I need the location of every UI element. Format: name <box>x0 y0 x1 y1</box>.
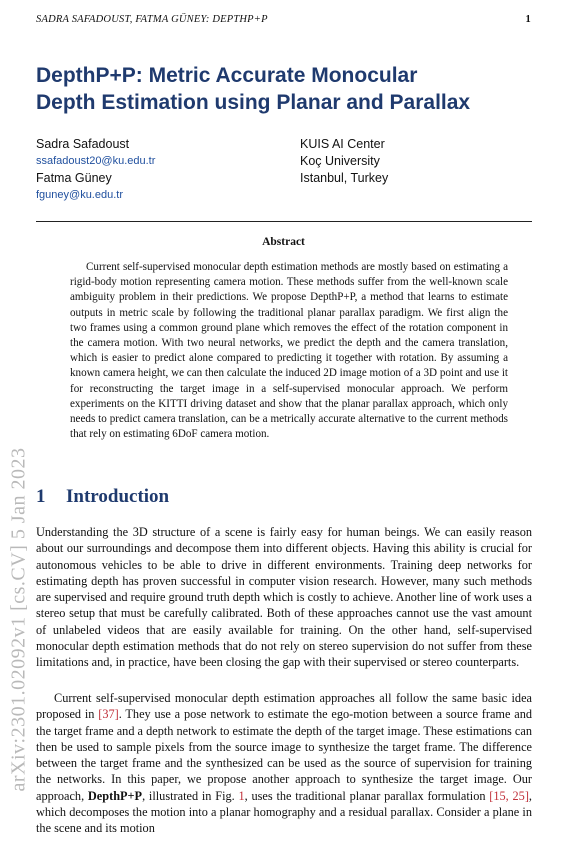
method-name: DepthP+P <box>87 788 143 803</box>
running-head-text: SADRA SAFADOUST, FATMA GÜNEY: DEPTHP+P <box>36 14 268 25</box>
citation-link[interactable]: [15, 25] <box>489 788 529 803</box>
running-head <box>36 14 531 25</box>
affiliation-line: Istanbul, Turkey <box>300 171 389 185</box>
section-number: 1 <box>36 486 46 507</box>
paragraph-text: Current self-supervised monocular depth estimation approaches all follow the same basic idea proposed in <box>36 691 532 722</box>
title-divider <box>36 221 532 222</box>
paper-title <box>36 62 536 116</box>
arxiv-watermark: arXiv:2301.02092v1 [cs.CV] 5 Jan 2023 <box>7 447 30 792</box>
author-name: Sadra Safadoust <box>36 137 130 151</box>
affiliation <box>300 136 388 187</box>
title-line-1: DepthP+P: Metric Accurate Monocular <box>36 64 418 87</box>
author-name: Fatma Güney <box>36 171 112 185</box>
paragraph-text: , uses the traditional planar parallax formulation <box>244 788 490 803</box>
section-title: Introduction <box>66 486 170 507</box>
affiliation-line: Koç University <box>300 154 380 168</box>
citation-link[interactable]: [37] <box>98 707 119 722</box>
author-email-link[interactable]: ssafadoust20@ku.edu.tr <box>36 155 156 167</box>
author-list <box>36 136 155 204</box>
affiliation-line: KUIS AI Center <box>300 137 385 151</box>
abstract-text: Current self-supervised monocular depth estimation methods are mostly based on estimating a rigid-body motion representing camera motion. These methods suffer from the well-known scale ambiguity problem in their predictions. We propose DepthP+P, a method that learns to estimate outputs in metric scale by following the traditional planar parallax paradigm. We first align the two frames using a common ground plane which removes the effect of the rotation component in the camera motion. With two neural networks, we predict the depth and the camera translation, which is easier to predict alone compared to predicting it together with rotation. By assuming a known camera height, we can then calculate the induced 2D image motion of a 3D point and use it for reconstructing the target image in a self-supervised monocular approach. We perform experiments on the KITTI driving dataset and show that the planar parallax approach, which only needs to predict camera translation, can be a metrically accurate alternative to the current methods that rely on estimating 6DoF camera motion. <box>70 261 508 441</box>
paragraph-text: , illustrated in Fig. <box>142 788 239 803</box>
intro-paragraph-2 <box>36 690 532 837</box>
abstract-heading: Abstract <box>262 236 305 248</box>
figure-link[interactable]: 1 <box>238 788 245 803</box>
author-email-link[interactable]: fguney@ku.edu.tr <box>36 189 123 201</box>
page-number: 1 <box>525 14 531 25</box>
section-heading <box>36 486 169 508</box>
paragraph-text: . They use a pose network to estimate the ego-motion between a source frame and the target frame and a depth network to estimate the depth of the target image. These estimations can then be used to sample pixels from the source image to synthesize the target frame. The difference between the target frame and the synthesized can be used as the source of supervision for training the networks. In this paper, we propose another approach to synthesize the target image. Our approach, <box>36 707 533 803</box>
paragraph-text: , which decomposes the motion into a planar homography and a residual parallax. Consider a plane in the scene and its motion <box>36 788 532 836</box>
intro-paragraph-1: Understanding the 3D structure of a scene is fairly easy for human beings. We can easily reason about our surroundings and decompose them into different objects. Having this ability is crucial for autonomous vehicles to be able to drive in different environments. Training deep networks for estimating depth has proven successful in computer vision research. However, many such methods are supervised and require ground truth depth which is costly to achieve. Another line of work uses a stereo setup that must be carefully calibrated. Both of these approaches cannot use the vast amount of unlabeled videos that are easily available for training. On the other hand, self-supervised monocular depth estimation methods that do not rely on stereo supervision do not suffer from these limitations and, in practice, have been closing the gap with their supervised or stereo counterparts. <box>36 525 532 670</box>
title-line-2: Depth Estimation using Planar and Parallax <box>36 91 471 114</box>
